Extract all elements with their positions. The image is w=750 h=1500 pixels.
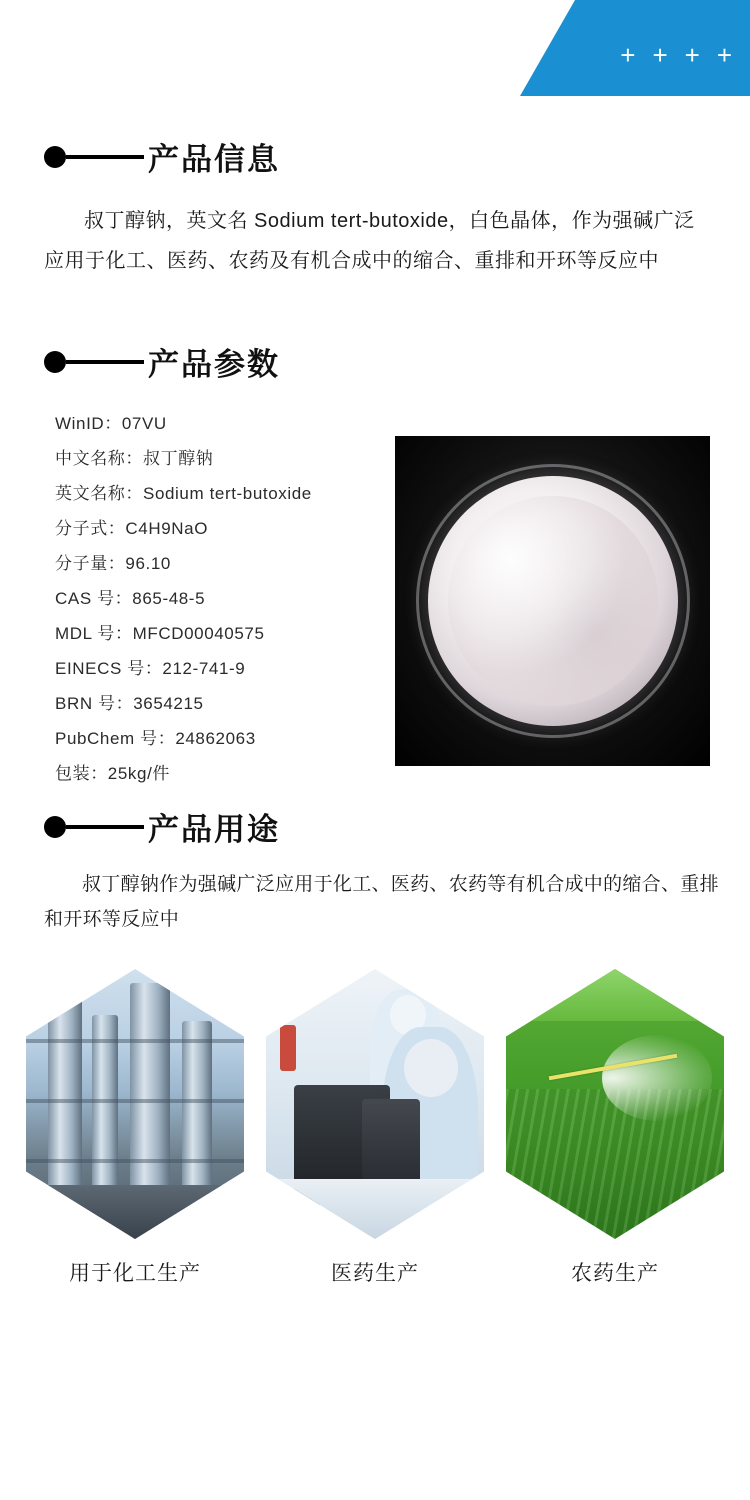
usage-card-caption: 用于化工生产 <box>69 1262 201 1285</box>
section-title-text: 产品参数 <box>148 347 280 382</box>
param-item: BRN 号：3654215 <box>55 694 204 713</box>
section-heading-product-usage <box>44 804 750 849</box>
bullet-dot-icon <box>44 351 66 373</box>
product-usage-paragraph: 叔丁醇钠作为强碱广泛应用于化工、医药、农药等有机合成中的缩合、重排和开环等反应中 <box>44 874 719 930</box>
plus-icon: + <box>716 40 732 70</box>
bullet-dot-icon <box>44 146 66 168</box>
section-title-text: 产品用途 <box>148 812 280 847</box>
param-item: 中文名称：叔丁醇钠 <box>55 449 214 468</box>
usage-image-agriculture <box>506 969 724 1239</box>
product-params-list <box>55 406 385 791</box>
heading-rule-icon <box>66 155 144 159</box>
plus-icon: + <box>684 40 700 70</box>
header-plus-decoration <box>620 42 732 68</box>
heading-rule-icon <box>66 360 144 364</box>
section-title-text: 产品信息 <box>148 142 280 177</box>
section-product-params <box>0 339 750 786</box>
page-header <box>0 0 750 96</box>
usage-card <box>506 969 724 1287</box>
usage-card <box>266 969 484 1287</box>
usage-card <box>26 969 244 1287</box>
param-item: EINECS 号：212-741-9 <box>55 659 246 678</box>
param-item: MDL 号：MFCD00040575 <box>55 624 265 643</box>
section-product-usage <box>0 804 750 1287</box>
product-photo <box>395 436 710 766</box>
plus-icon: + <box>620 40 636 70</box>
heading-rule-icon <box>66 825 144 829</box>
bullet-dot-icon <box>44 816 66 838</box>
petri-dish-rim <box>416 464 690 738</box>
section-heading-product-info <box>44 134 750 179</box>
param-item: PubChem 号：24862063 <box>55 729 256 748</box>
param-item: CAS 号：865-48-5 <box>55 589 206 608</box>
product-info-paragraph: 叔丁醇钠，英文名 Sodium tert-butoxide，白色晶体，作为强碱广泛应用于化工、医药、农药及有机合成中的缩合、重排和开环等反应中 <box>44 210 695 272</box>
section-product-info <box>0 134 750 281</box>
usage-image-pharma <box>266 969 484 1239</box>
param-item: 英文名称：Sodium tert-butoxide <box>55 484 312 503</box>
param-item: 分子量：96.10 <box>55 554 171 573</box>
usage-image-chemical <box>26 969 244 1239</box>
usage-card-caption: 农药生产 <box>571 1262 659 1285</box>
usage-card-caption: 医药生产 <box>331 1262 419 1285</box>
param-item: WinID：07VU <box>55 414 167 433</box>
plus-icon: + <box>652 40 668 70</box>
param-item: 分子式：C4H9NaO <box>55 519 209 538</box>
param-item: 包装：25kg/件 <box>55 764 170 783</box>
section-heading-product-params <box>44 339 750 384</box>
usage-card-row <box>0 969 750 1287</box>
